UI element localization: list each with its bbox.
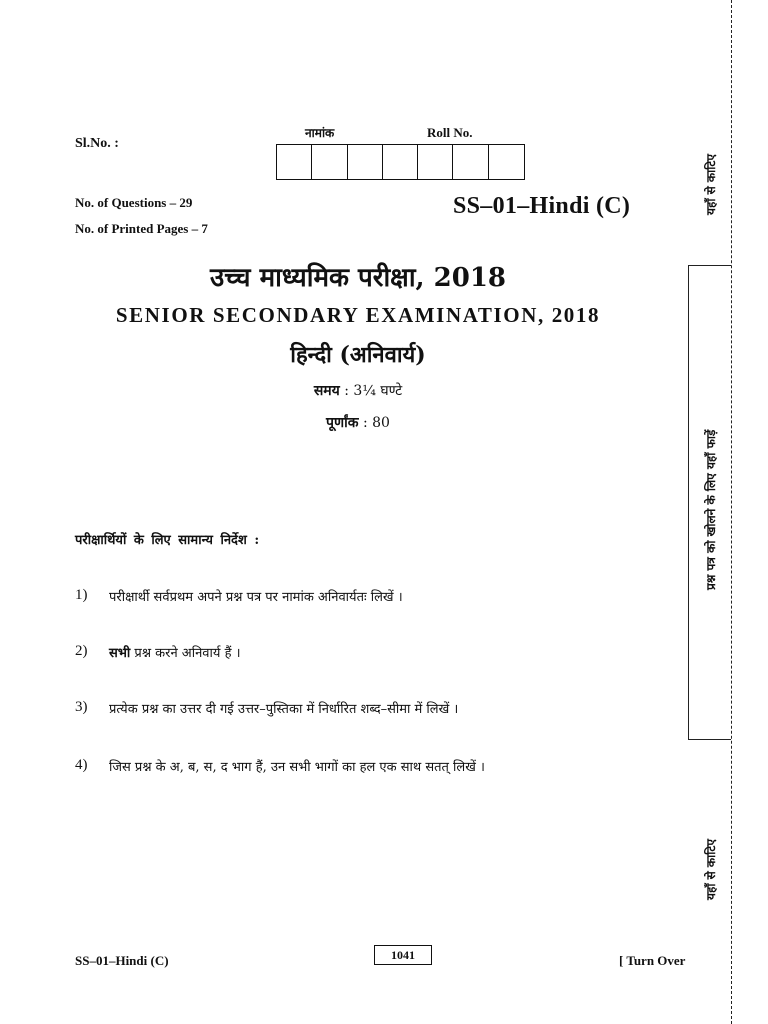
instruction-text: परीक्षार्थी सर्वप्रथम अपने प्रश्न पत्र पर नामांक अनिवार्यतः लिखें । xyxy=(109,590,403,605)
time-label: समय xyxy=(313,383,340,399)
subject-title: हिन्दी (अनिवार्य) xyxy=(290,342,426,368)
instructions-heading: परीक्षार्थियों के लिए सामान्य निर्देश : xyxy=(75,533,260,548)
marks-value: : 80 xyxy=(362,415,390,431)
cut-here-text-top: यहाँ से काटिए xyxy=(704,153,718,215)
exam-title-hindi: उच्च माध्यमिक परीक्षा, 2018 xyxy=(209,263,507,293)
instruction-item xyxy=(75,699,458,717)
tear-here-text: प्रश्न पत्र को खोलने के लिए यहाँ फाड़ें xyxy=(704,429,718,590)
maximum-marks xyxy=(0,413,716,432)
instruction-item xyxy=(75,757,485,775)
serial-number-label: Sl.No. : xyxy=(75,136,119,151)
instruction-number: 2) xyxy=(75,643,88,659)
time-value: : 3¼ घण्टे xyxy=(344,383,403,399)
instruction-item xyxy=(75,643,241,661)
instruction-number: 1) xyxy=(75,587,88,603)
roll-digit-box[interactable] xyxy=(383,145,418,179)
roll-number-boxes[interactable] xyxy=(276,144,525,180)
turn-over-label: [ Turn Over xyxy=(619,953,686,968)
roll-digit-box[interactable] xyxy=(312,145,347,179)
instruction-text: जिस प्रश्न के अ, ब, स, द भाग हैं, उन सभी भागों का हल एक साथ सतत् लिखें । xyxy=(109,760,485,775)
instruction-text: प्रत्येक प्रश्न का उत्तर दी गई उत्तर–पुस्तिका में निर्धारित शब्द–सीमा में लिखें । xyxy=(109,702,459,717)
paper-code: SS–01–Hindi (C) xyxy=(453,193,631,219)
number-of-questions: No. of Questions – 29 xyxy=(75,195,193,210)
instruction-bold-word: सभी xyxy=(109,646,131,661)
exam-title-english: SENIOR SECONDARY EXAMINATION, 2018 xyxy=(115,303,601,327)
roll-digit-box[interactable] xyxy=(348,145,383,179)
cut-here-text-bottom: यहाँ से काटिए xyxy=(704,838,718,900)
number-of-printed-pages: No. of Printed Pages – 7 xyxy=(75,221,208,236)
instruction-number: 3) xyxy=(75,699,88,715)
cut-line xyxy=(731,0,732,1024)
footer-page-number: 1041 xyxy=(374,945,432,965)
instruction-item xyxy=(75,587,403,605)
time-allowed xyxy=(0,381,716,400)
roll-digit-box[interactable] xyxy=(277,145,312,179)
instruction-text: प्रश्न करने अनिवार्य हैं । xyxy=(130,646,241,661)
roll-number-label: Roll No. xyxy=(427,125,473,140)
marks-label: पूर्णांक xyxy=(326,415,359,431)
instruction-number: 4) xyxy=(75,757,88,773)
roll-digit-box[interactable] xyxy=(453,145,488,179)
roll-digit-box[interactable] xyxy=(418,145,453,179)
namank-label: नामांक xyxy=(305,126,335,140)
footer-paper-code: SS–01–Hindi (C) xyxy=(75,953,169,968)
roll-digit-box[interactable] xyxy=(489,145,524,179)
